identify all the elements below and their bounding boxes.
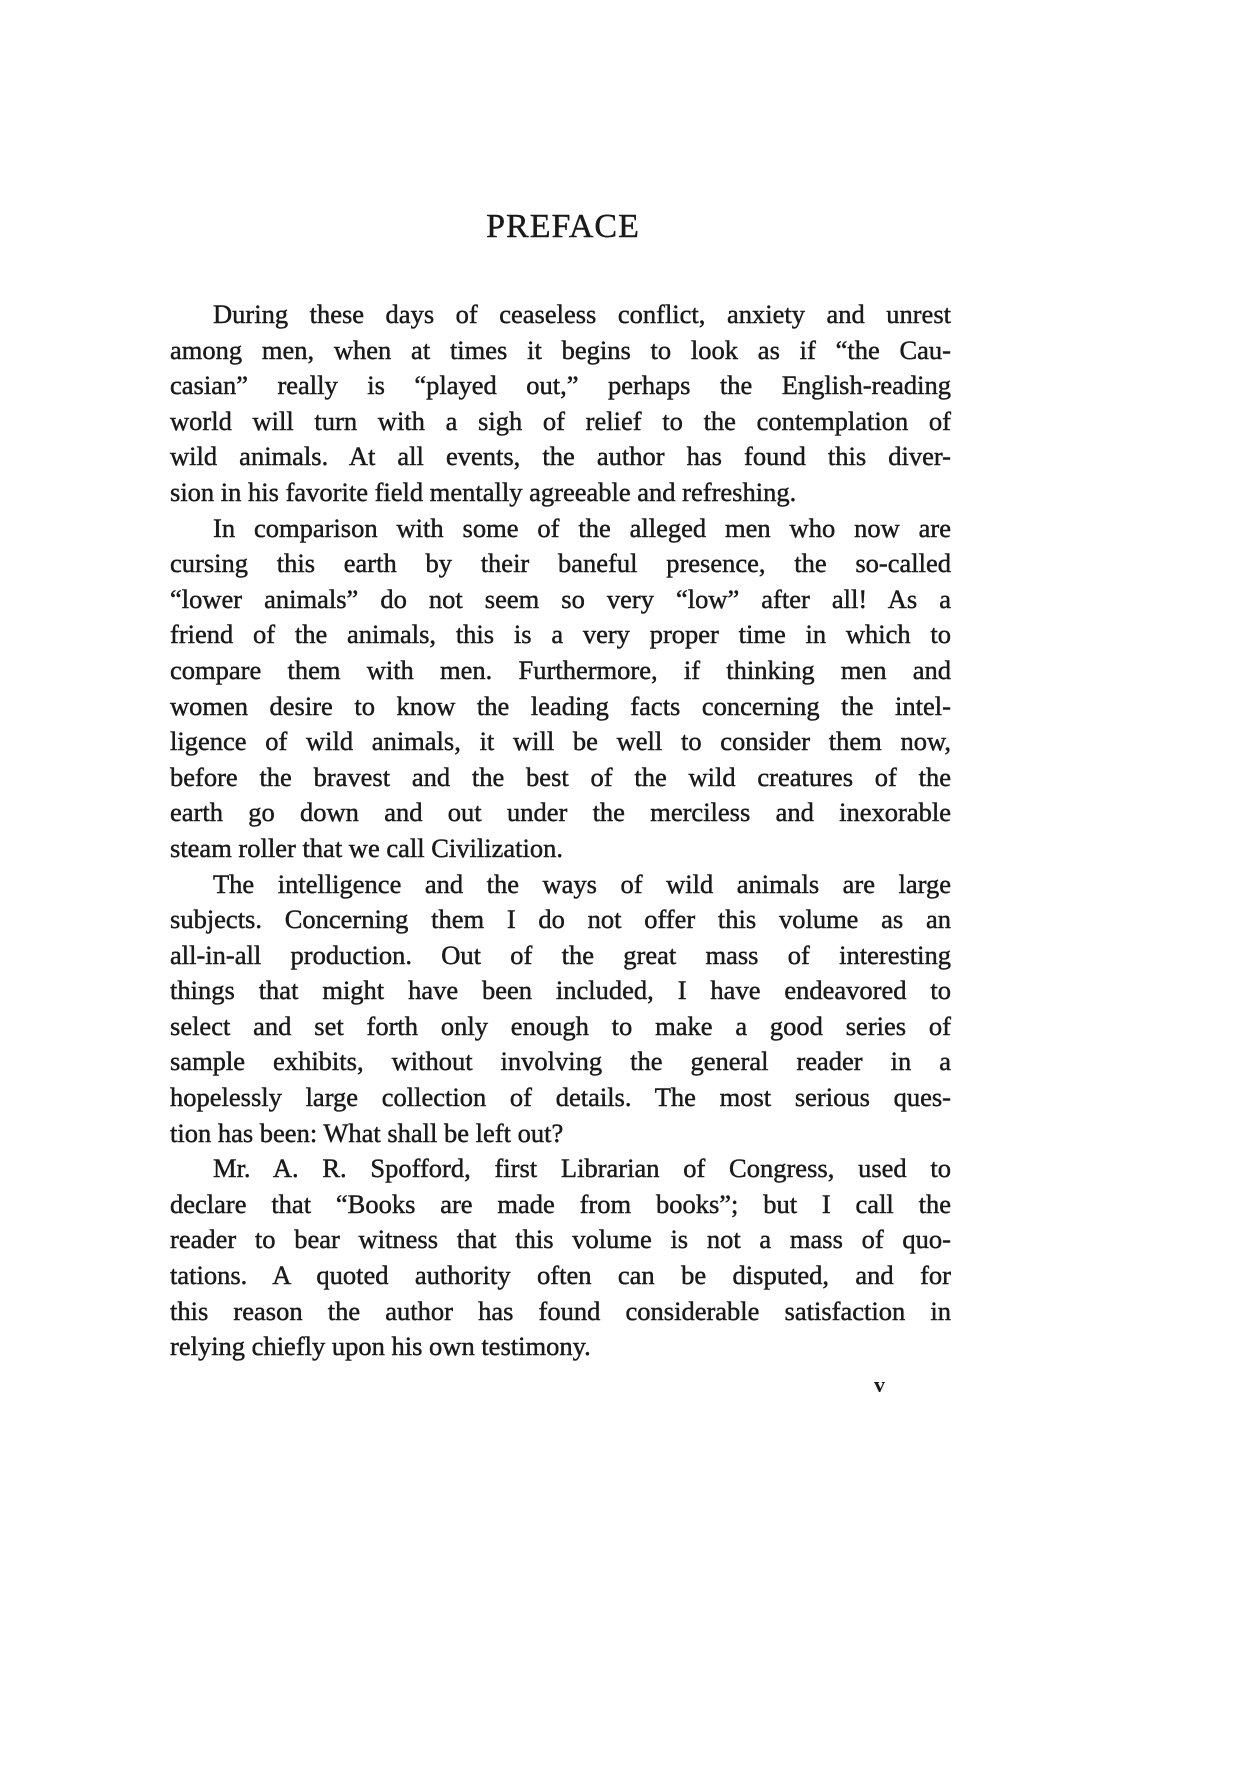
text-line: friend of the animals, this is a very proper time in which to	[170, 619, 951, 650]
text-line: among men, when at times it begins to look as if “the Cau-	[170, 334, 951, 365]
text-line: In comparison with some of the alleged men who now are	[213, 512, 951, 543]
page-number: v	[874, 1372, 885, 1397]
text-line: earth go down and out under the merciless and inexorable	[170, 797, 951, 828]
text-line: subjects. Concerning them I do not offer this volume as an	[170, 904, 951, 935]
text-line: reader to bear witness that this volume is not a mass of quo-	[170, 1224, 951, 1255]
text-line: world will turn with a sigh of relief to the contemplation of	[170, 405, 951, 436]
text-line: all-in-all production. Out of the great mass of interesting	[170, 939, 951, 970]
text-line: ligence of wild animals, it will be well to consider them now,	[170, 726, 951, 757]
text-line: tations. A quoted authority often can be disputed, and for	[170, 1260, 951, 1291]
paragraph	[170, 867, 951, 1152]
text-line: wild animals. At all events, the author has found this diver-	[170, 441, 951, 472]
text-line: women desire to know the leading facts concerning the intel-	[170, 690, 951, 721]
text-line: Mr. A. R. Spofford, first Librarian of Congress, used to	[213, 1153, 951, 1184]
text-line: casian” really is “played out,” perhaps the English-reading	[170, 370, 951, 401]
preface-body	[170, 297, 951, 1365]
text-line: compare them with men. Furthermore, if thinking men and	[170, 654, 951, 685]
text-line: hopelessly large collection of details. The most serious ques-	[170, 1082, 951, 1113]
text-line: During these days of ceaseless conflict, anxiety and unrest	[213, 299, 951, 329]
text-line: tion has been: What shall be left out?	[170, 1117, 564, 1148]
text-line: things that might have been included, I have endeavored to	[170, 975, 951, 1006]
text-line: relying chiefly upon his own testimony.	[170, 1331, 591, 1362]
paragraph	[170, 1151, 951, 1365]
text-line: sample exhibits, without involving the general reader in a	[170, 1046, 951, 1077]
text-line: “lower animals” do not seem so very “low” after all! As a	[170, 583, 951, 614]
text-line: declare that “Books are made from books”; but I call the	[170, 1188, 951, 1219]
text-line: this reason the author has found considerable satisfaction in	[170, 1295, 951, 1326]
text-line: steam roller that we call Civilization.	[170, 832, 563, 863]
text-line: sion in his favorite field mentally agreeable and refreshing.	[170, 476, 797, 507]
text-line: The intelligence and the ways of wild animals are large	[213, 868, 951, 899]
text-line: select and set forth only enough to make a good series of	[170, 1010, 951, 1041]
text-line: before the bravest and the best of the wild creatures of the	[170, 761, 951, 792]
page-title: PREFACE	[486, 208, 640, 245]
paragraph	[170, 297, 951, 511]
paragraph	[170, 511, 951, 867]
text-line: cursing this earth by their baneful presence, the so-called	[170, 548, 951, 579]
